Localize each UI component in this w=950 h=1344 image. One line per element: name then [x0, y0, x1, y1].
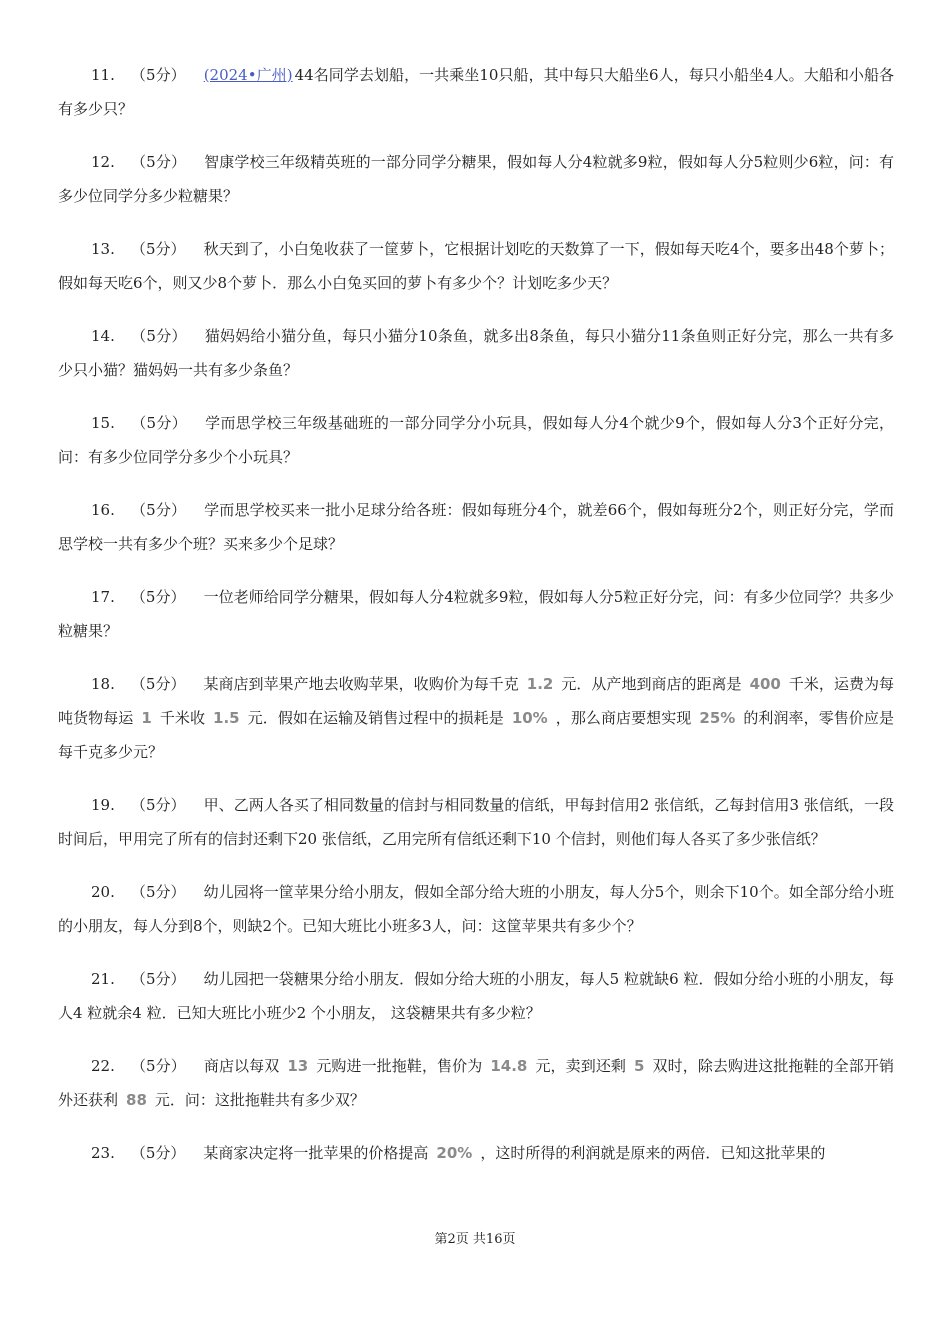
problem-text: 千米，运费为每吨货物每运	[58, 675, 894, 727]
problem-17	[58, 580, 894, 648]
problem-score: （5分）	[130, 66, 186, 84]
problem-text: 甲、乙两人各买了相同数量的信封与相同数量的信纸，甲每封信用2 张信纸，乙每封信用3 张信纸，一段时间后，甲用完了所有的信封还剩下20 张信纸，乙用完所有信纸还剩下10 个信封，则他们每人各买了多少张信纸？	[58, 796, 894, 848]
problem-14	[58, 319, 894, 387]
problem-number: 12.	[91, 153, 115, 171]
problem-20	[58, 875, 894, 943]
problem-text: 学而思学校三年级基础班的一部分同学分小玩具，假如每人分4个就少9个，假如每人分3个正好分完，问：有多少位同学分多少个小玩具？	[58, 414, 895, 466]
math-value: 1	[141, 709, 152, 727]
problem-text: 商店以每双	[203, 1057, 280, 1075]
problem-score: （5分）	[130, 883, 186, 901]
math-value: 20%	[436, 1144, 473, 1162]
problem-text: 智康学校三年级精英班的一部分同学分糖果，假如每人分4粒就多9粒，假如每人分5粒则少6粒，问：有多少位同学分多少粒糖果？	[58, 153, 894, 205]
problem-number: 20.	[91, 883, 115, 901]
problem-score: （5分）	[130, 1057, 186, 1075]
problem-score: （5分）	[130, 501, 187, 519]
problem-text: 幼儿园把一袋糖果分给小朋友．假如分给大班的小朋友，每人5 粒就缺6 粒．假如分给小班的小朋友，每人4 粒就余4 粒．已知大班比小班少2 个小朋友， 这袋糖果共有多少粒？	[58, 970, 894, 1022]
problem-score: （5分）	[130, 414, 188, 432]
problem-text: 元．问：这批拖鞋共有多少双？	[154, 1091, 365, 1109]
problem-number: 16.	[91, 501, 115, 519]
math-value: 1.2	[526, 675, 554, 693]
problem-number: 21.	[91, 970, 115, 988]
math-value: 5	[634, 1057, 645, 1075]
problem-12	[58, 145, 894, 213]
problem-13	[58, 232, 894, 300]
problem-list	[58, 58, 894, 1189]
problem-text: 千米收	[159, 709, 206, 727]
problem-score: （5分）	[130, 153, 187, 171]
problem-text: 44名同学去划船，一共乘坐10只船，其中每只大船坐6人，每只小船坐4人。大船和小船各有多少只？	[58, 66, 895, 118]
source-link[interactable]: (2024•广州)	[203, 66, 293, 84]
page-footer: 第2页 共16页	[434, 1232, 516, 1247]
problem-score: （5分）	[130, 970, 186, 988]
problem-21	[58, 962, 894, 1030]
problem-text: 元．假如在运输及销售过程中的损耗是	[247, 709, 504, 727]
math-value: 25%	[699, 709, 736, 727]
problem-score: （5分）	[130, 675, 186, 693]
problem-number: 14.	[91, 327, 115, 345]
problem-23	[58, 1136, 894, 1170]
problem-score: （5分）	[130, 796, 186, 814]
problem-22	[58, 1049, 894, 1117]
problem-text: 一位老师给同学分糖果，假如每人分4粒就多9粒，假如每人分5粒正好分完，问：有多少位同学？共多少粒糖果？	[58, 588, 895, 640]
problem-text: 幼儿园将一筐苹果分给小朋友，假如全部分给大班的小朋友，每人分5个，则余下10个。如全部分给小班的小朋友，每人分到8个，则缺2个。已知大班比小班多3人，问：这筐苹果共有多少个？	[58, 883, 895, 935]
problem-16	[58, 493, 894, 561]
problem-text: 某商家决定将一批苹果的价格提高	[203, 1144, 429, 1162]
math-value: 1.5	[213, 709, 240, 727]
problem-number: 13.	[91, 240, 115, 258]
problem-score: （5分）	[130, 588, 186, 606]
problem-number: 18.	[91, 675, 115, 693]
problem-text: 的利润率，零售价应是每千克多少元？	[58, 709, 894, 761]
problem-text: 元，卖到还剩	[535, 1057, 627, 1075]
math-value: 10%	[511, 709, 548, 727]
problem-number: 15.	[91, 414, 115, 432]
math-value: 14.8	[490, 1057, 528, 1075]
problem-text: ，那么商店要想实现	[555, 709, 692, 727]
problem-number: 22.	[91, 1057, 115, 1075]
math-value: 88	[126, 1091, 147, 1109]
problem-text: 某商店到苹果产地去收购苹果，收购价为每千克	[203, 675, 519, 693]
problem-text: 学而思学校买来一批小足球分给各班：假如每班分4个，就差66个，假如每班分2个，则正好分完，学而思学校一共有多少个班？买来多少个足球？	[58, 501, 895, 553]
problem-15	[58, 406, 894, 474]
math-value: 13	[287, 1057, 309, 1075]
problem-text: 双时，除去购进这批拖鞋的全部开销外还获利	[58, 1057, 894, 1109]
math-value: 400	[749, 675, 781, 693]
problem-score: （5分）	[130, 240, 186, 258]
problem-number: 19.	[91, 796, 115, 814]
problem-number: 17.	[91, 588, 115, 606]
problem-11	[58, 58, 894, 126]
problem-text: 元．从产地到商店的距离是	[561, 675, 742, 693]
problem-text: 元购进一批拖鞋，售价为	[316, 1057, 483, 1075]
problem-number: 23.	[91, 1144, 115, 1162]
problem-text: ，这时所得的利润就是原来的两倍．已知这批苹果的	[480, 1144, 826, 1162]
problem-18	[58, 667, 894, 769]
problem-score: （5分）	[130, 327, 187, 345]
problem-19	[58, 788, 894, 856]
problem-score: （5分）	[130, 1144, 186, 1162]
problem-text: 猫妈妈给小猫分鱼，每只小猫分10条鱼，就多出8条鱼，每只小猫分11条鱼则正好分完，那么一共有多少只小猫？猫妈妈一共有多少条鱼？	[58, 327, 894, 379]
problem-number: 11.	[91, 66, 115, 84]
problem-text: 秋天到了，小白兔收获了一筐萝卜，它根据计划吃的天数算了一下，假如每天吃4个，要多出48个萝卜；假如每天吃6个，则又少8个萝卜．那么小白兔买回的萝卜有多少个？计划吃多少天？	[58, 240, 895, 292]
